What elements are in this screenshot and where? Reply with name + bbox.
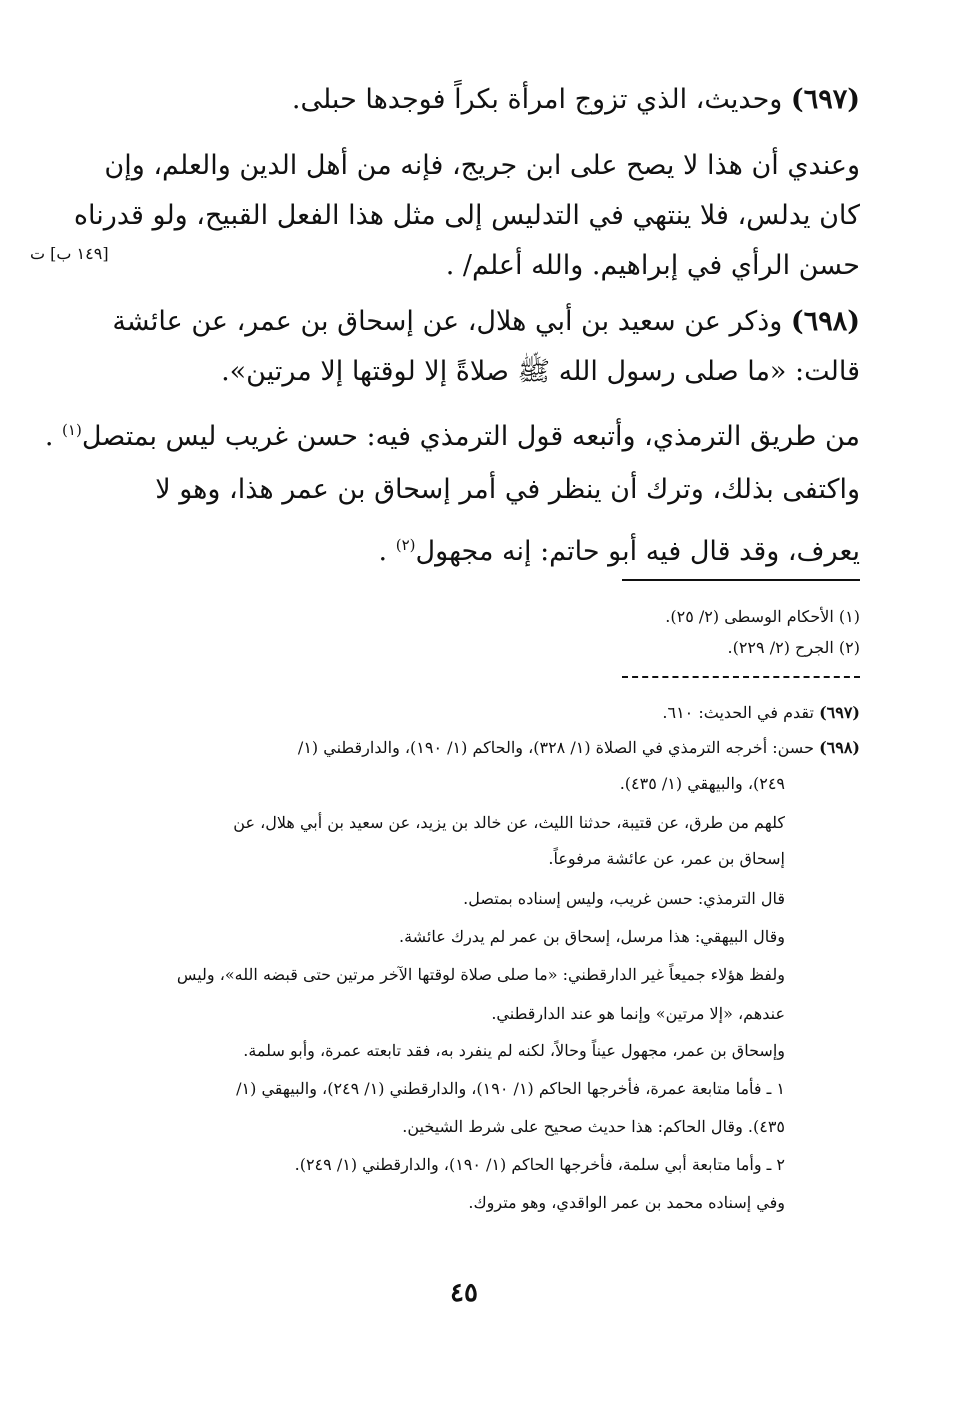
commentary-line: واكتفى بذلك، وترك أن ينظر في أمر إسحاق بن عمر هذا، وهو لا — [155, 474, 860, 505]
punctuation: . — [44, 421, 54, 452]
takhrij-line: ولفظ هؤلاء جميعاً غير الدارقطني: «ما صلى صلاة لوقتها الآخر مرتين حتى قبضه الله»، وليس — [176, 965, 785, 984]
commentary-line: حسن الرأي في إبراهيم. والله أعلم/ . — [445, 250, 860, 281]
takhrij-line: وإسحاق بن عمر، مجهول عيناً وحالاً، لكنه لم ينفرد به، فقد تابعته عمرة، وأبو سلمة. — [243, 1041, 785, 1060]
manuscript-margin-note: [١٤٩ ب] ت — [30, 244, 109, 263]
takhrij-text: حسن: أخرجه الترمذي في الصلاة (١/ ٣٢٨)، والحاكم (١/ ١٩٠)، والدارقطني (١/ — [297, 738, 814, 757]
hadith-698-line — [112, 302, 860, 342]
commentary-line — [45, 410, 860, 457]
takhrij-line: وفي إسناده محمد بن عمر الواقدي، وهو متروك. — [468, 1193, 785, 1212]
commentary-line: وعندي أن هذا لا يصح على ابن جريج، فإنه من أهل الدين والعلم، وإن — [104, 150, 860, 181]
takhrij-698 — [298, 737, 860, 759]
takhrij-line: ١ ـ فأما متابعة عمرة، فأخرجها الحاكم (١/ ١٩٠)، والدارقطني (١/ ٢٤٩)، والبيهقي (١/ — [236, 1079, 785, 1098]
takhrij-line: إسحاق بن عمر، عن عائشة مرفوعاً. — [548, 849, 785, 868]
hadith-697-line — [292, 80, 860, 120]
page-number: ٤٥ — [450, 1278, 478, 1308]
commentary-line: كان يدلس، فلا ينتهي في التدليس إلى مثل هذا الفعل القبيح، ولو قدرناه — [73, 200, 860, 231]
footnote-2: (٢) الجرح (٢/ ٢٢٩). — [727, 638, 860, 657]
commentary-text: من طريق الترمذي، وأتبعه قول الترمذي فيه: حسن غريب ليس بمتصل — [81, 421, 860, 452]
takhrij-line: ٢٤٩)، والبيهقي (١/ ٤٣٥). — [619, 774, 785, 793]
takhrij-line: ٢ ـ وأما متابعة أبي سلمة، فأخرجها الحاكم (١/ ١٩٠)، والدارقطني (١/ ٢٤٩). — [294, 1155, 785, 1174]
takhrij-697 — [662, 702, 860, 724]
takhrij-number: (٦٩٨) — [819, 738, 860, 757]
hadith-698-line: قالت: «ما صلى رسول الله ﷺ صلاةً إلا لوقتها إلا مرتين». — [221, 356, 860, 387]
takhrij-separator — [622, 676, 860, 678]
footnote-separator — [622, 579, 860, 581]
hadith-number: (٦٩٨) — [790, 306, 860, 337]
takhrij-text: تقدم في الحديث: ٦١٠. — [662, 703, 814, 722]
takhrij-line: وقال البيهقي: هذا مرسل، إسحاق بن عمر لم يدرك عائشة. — [398, 927, 785, 946]
punctuation: . — [378, 536, 388, 567]
hadith-text: وذكر عن سعيد بن أبي هلال، عن إسحاق بن عمر، عن عائشة — [112, 306, 783, 337]
footnote-ref[interactable]: (٢) — [395, 536, 416, 554]
takhrij-number: (٦٩٧) — [819, 703, 860, 722]
hadith-text: وحديث، الذي تزوج امرأة بكراً فوجدها حبلى. — [291, 84, 783, 115]
commentary-text: يعرف، وقد قال فيه أبو حاتم: إنه مجهول — [415, 536, 860, 567]
commentary-line — [379, 525, 860, 572]
footnote-ref[interactable]: (١) — [62, 421, 82, 439]
takhrij-line: ٤٣٥). وقال الحاكم: هذا حديث صحيح على شرط الشيخين. — [402, 1117, 785, 1136]
hadith-number: (٦٩٧) — [790, 84, 860, 115]
footnote-1: (١) الأحكام الوسطى (٢/ ٢٥). — [665, 607, 860, 626]
takhrij-line: عندهم، «إلا مرتين» وإنما هو عند الدارقطني. — [491, 1004, 785, 1023]
takhrij-line: كلهم من طرق، عن قتيبة، حدثنا الليث، عن خالد بن يزيد، عن سعيد بن أبي هلال، عن — [233, 813, 785, 832]
takhrij-line: قال الترمذي: حسن غريب، وليس إسناده بمتصل. — [463, 889, 785, 908]
